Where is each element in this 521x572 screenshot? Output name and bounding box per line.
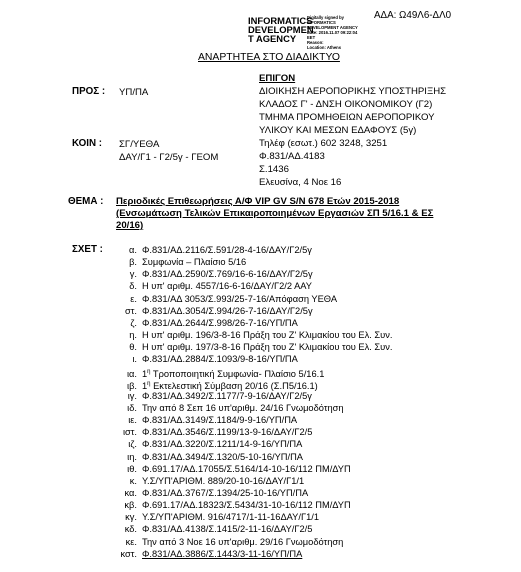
reference-number: ιβ. [127,380,137,391]
reference-item [115,305,313,317]
reference-text: Φ.831/ΑΔ.2590/Σ.769/16-6-16/ΔΑΥ/Γ2/5γ [142,269,313,280]
reference-item [115,499,351,511]
koin-line: ΣΓ/ΥΕΘΑ [119,139,160,150]
reference-item [115,329,393,341]
reference-number: κστ. [120,548,137,559]
reference-number: δ. [129,281,137,292]
signature-detail: Location: Athens [307,45,342,50]
reference-text: Φ.831/ΑΔ.3546/Σ.1199/13-9-16/ΔΑΥ/Γ2/5 [142,427,313,438]
signature-detail: Date: 2016.11.07 09:22:04 [307,30,358,35]
sxet-label: ΣΧΕΤ : [72,244,103,255]
signature-details [307,15,358,50]
reference-number: γ. [129,269,137,280]
reference-item [115,366,324,378]
reference-number: β. [129,257,137,268]
reference-text: Την από 3 Νοε 16 υπ'αριθμ. 29/16 Γνωμοδότηση [142,536,344,547]
reference-number: κ. [129,475,137,486]
reference-item [115,451,303,463]
reference-text: Φ.831/ΑΔ.3054/Σ.994/26-7-16/ΔΑΥ/Γ2/5γ [142,305,313,316]
reference-text: Συμφωνία – Πλαίσιο 5/16 [142,257,247,268]
reference-item [115,487,308,499]
reference-item [115,353,298,365]
thema-line: (Ενσωμάτωση Τελικών Επικαιροποιημένων Εργασιών ΣΠ 5/16.1 & ΕΣ [116,208,434,219]
reference-item [115,317,298,329]
pros-value: ΥΠ/ΠΑ [119,87,149,98]
reference-item [115,463,351,475]
ada-code: ΑΔΑ: Ω49Λ6-ΔΛ0 [374,10,452,21]
thema-line: 20/16) [116,220,144,231]
digital-signature [248,16,314,43]
signature-name-line: INFORMATICS [248,15,313,26]
reference-text: Η υπ' αριθμ. 4557/16-6-16/ΔΑΥ/Γ2/2 ΑΑΥ [142,281,312,292]
reference-item [115,548,302,560]
reference-number: κβ. [124,500,137,511]
sender-line: Σ.1436 [259,164,289,175]
signature-detail: Reason: [307,40,324,45]
reference-item [115,268,313,280]
reference-text: Φ.831/ΑΔ.4138/Σ.1415/2-11-16/ΔΑΥ/Γ2/5 [142,524,313,535]
sender-line: ΔΙΟΙΚΗΣΗ ΑΕΡΟΠΟΡΙΚΗΣ ΥΠΟΣΤΗΡΙΞΗΣ [259,86,447,97]
sender-block [259,72,446,189]
reference-text: Φ.831/ΑΔ.3492/Σ.1177/7-9-16/ΔΑΥ/Γ2/5γ [142,390,312,401]
sender-line: Φ.831/ΑΔ.4183 [259,151,325,162]
reference-item [115,426,312,438]
koin-line: ΔΑΥ/Γ1 - Γ2/5γ - ΓΕΟΜ [119,152,219,163]
reference-item [115,414,297,426]
pros-label: ΠΡΟΣ : [72,86,106,97]
reference-text: Φ.831/ΑΔ.2644/Σ.998/26-7-16/ΥΠ/ΠΑ [142,317,298,328]
reference-text: Φ.831/ΑΔ.3220/Σ.1211/14-9-16/ΥΠ/ΠΑ [142,439,303,450]
reference-number: στ. [125,305,137,316]
reference-number: ιθ. [127,463,137,474]
thema-text [116,196,433,232]
reference-item [115,293,337,305]
reference-text: Φ.831/ΑΔ.2884/Σ.1093/9-8-16/ΥΠ/ΠΑ [142,354,298,365]
reference-item [115,280,312,292]
reference-number: ιγ. [127,390,137,401]
reference-number: κε. [125,536,137,547]
reference-item [115,536,343,548]
reference-text: Φ.831/ΑΔ.3149/Σ.1184/9-9-16/ΥΠ/ΠΑ [142,415,298,426]
reference-number: ιζ. [128,439,137,450]
reference-text: Την από 8 Σεπ 16 υπ'αριθμ. 24/16 Γνωμοδότηση [142,402,344,413]
reference-item [115,256,246,268]
signature-name-line: T AGENCY [248,33,297,44]
reference-number: ιε. [128,415,137,426]
reference-number: ι. [132,354,137,365]
reference-text: Η υπ' αριθμ. 196/3-8-16 Πράξη του Ζ' Κλιμακίου του Ελ. Συν. [142,330,393,341]
koin-values [119,138,218,164]
signature-detail: INFORMATICS [307,20,336,25]
reference-number: η. [129,330,137,341]
sender-line: ΤΜΗΜΑ ΠΡΟΜΗΘΕΙΩΝ ΑΕΡΟΠΟΡΙΚΟΥ [259,112,435,123]
reference-item [115,341,393,353]
sender-line: Τηλέφ (εσωτ.) 602 3248, 3251 [259,138,388,149]
reference-text: Φ.831/ΑΔ 3053/Σ.993/25-7-16/Απόφαση ΥΕΘΑ [142,293,338,304]
sender-line: ΥΛΙΚΟΥ ΚΑΙ ΜΕΣΩΝ ΕΔΑΦΟΥΣ (5γ) [259,125,417,136]
reference-number: ια. [126,368,137,379]
reference-item [115,511,319,523]
reference-number: ζ. [130,317,137,328]
reference-number: ιδ. [127,402,137,413]
signature-name [248,16,314,43]
reference-number: κα. [124,488,137,498]
thema-label: ΘΕΜΑ : [68,196,104,207]
reference-item [115,438,302,450]
reference-text: Φ.831/ΑΔ.3494/Σ.1320/5-10-16/ΥΠ/ΠΑ [142,451,303,462]
sender-line: ΚΛΑΔΟΣ Γ' - ΔΝΣΗ ΟΙΚΟΝΟΜΙΚΟΥ (Γ2) [259,99,433,110]
reference-ordinal: $1^\eta$ [142,368,151,379]
signature-detail: EET [307,35,316,40]
reference-item [115,402,344,414]
reference-item [115,378,318,390]
reference-ordinal: $1^\eta$ [142,380,151,391]
reference-text: Φ.691.17/ΑΔ.18323/Σ.5434/31-10-16/112 ΠΜ/ΔΥΠ [142,500,351,511]
sender-line: Ελευσίνα, 4 Νοε 16 [259,177,342,188]
epigon-label: ΕΠΙΓΟΝ [259,73,296,84]
reference-number: ιστ. [122,427,137,438]
reference-number: α. [129,245,137,255]
signature-name-line: DEVELOPMEN [248,24,314,35]
signature-detail: Digitally signed by [307,15,344,20]
reference-item [115,390,312,402]
thema-line: Περιοδικές Επιθεωρήσεις Α/Φ VIP GV S/N 678 Ετών 2015-2018 [116,196,400,207]
reference-text: Φ.831/ΑΔ.3886/Σ.1443/3-11-16/ΥΠ/ΠΑ [142,548,303,559]
reference-text: Φ.831/ΑΔ.3767/Σ.1394/25-10-16/ΥΠ/ΠΑ [142,488,309,498]
reference-item [115,475,304,487]
koin-label: ΚΟΙΝ : [72,138,103,149]
signature-detail: DEVELOPMENT AGENCY [307,25,358,30]
reference-text: Υ.Σ/ΥΠ'ΑΡΙΘΜ. 889/20-10-16/ΔΑΥ/Γ1/1 [142,475,305,486]
reference-text: Φ.831/ΑΔ.2116/Σ.591/28-4-16/ΔΑΥ/Γ2/5γ [142,245,312,255]
reference-number: θ. [129,342,137,353]
reference-item [115,523,312,535]
reference-text: Εκτελεστική Σύμβαση 20/16 (Σ.Π5/16.1) [150,380,318,391]
anartitea-heading: ΑΝΑΡΤΗΤΕΑ ΣΤΟ ΔΙΑΔΙΚΤΥΟ [198,52,340,63]
reference-text: Φ.691.17/ΑΔ.17055/Σ.5164/14-10-16/112 ΠΜ/ΔΥΠ [142,463,351,474]
reference-number: ε. [130,293,137,304]
reference-text: Τροποποιητική Συμφωνία- Πλαίσιο 5/16.1 [150,368,325,379]
reference-number: κγ. [125,512,137,523]
reference-number: κδ. [124,524,137,535]
reference-number: ιη. [127,451,137,462]
reference-text: Υ.Σ/ΥΠ'ΑΡΙΘΜ. 916/4717/1-11-16ΔΑΥ/Γ1/1 [142,512,320,523]
reference-item [115,244,312,256]
reference-text: Η υπ' αριθμ. 197/3-8-16 Πράξη του Ζ' Κλιμακίου του Ελ. Συν. [142,342,393,353]
